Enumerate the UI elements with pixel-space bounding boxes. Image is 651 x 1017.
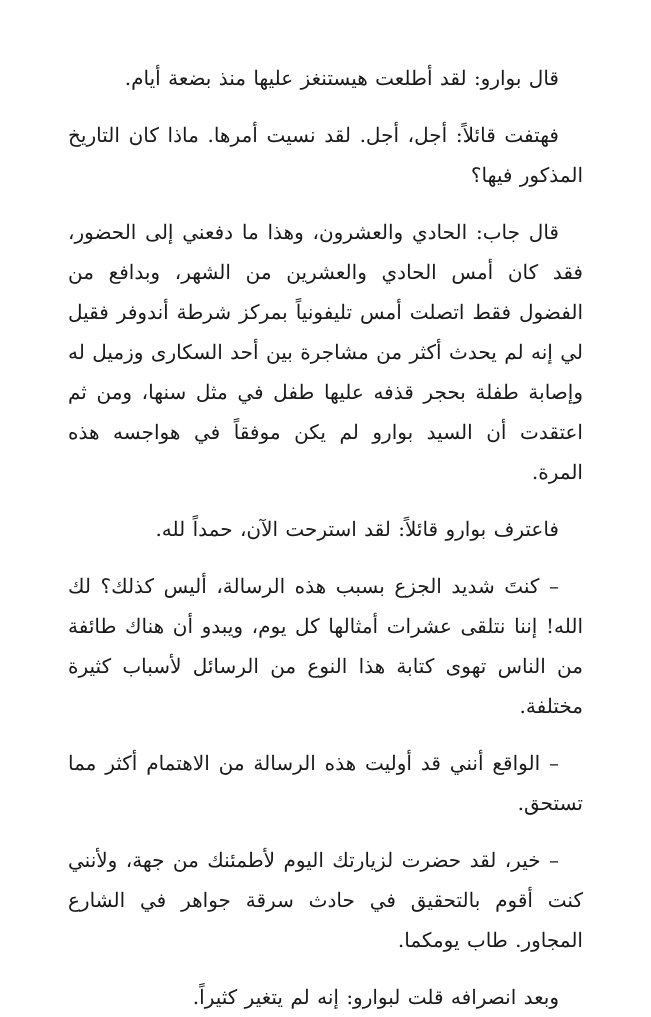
paragraph-8: وبعد انصرافه قلت لبوارو: إنه لم يتغير كثيراً. xyxy=(192,985,559,1009)
paragraph-7: – خير، لقد حضرت لزيارتك اليوم لأطمئنك من جهة، ولأنني كنت أقوم بالتحقيق في حادث سرقة جواهر في الشارع المجاور. طاب يومكما. xyxy=(68,848,583,952)
paragraph-2: فهتفت قائلاً: أجل، أجل. لقد نسيت أمرها. ماذا كان التاريخ المذكور فيها؟ xyxy=(68,123,583,187)
paragraph-4: فاعترف بوارو قائلاً: لقد استرحت الآن، حمداً لله. xyxy=(155,517,559,541)
paragraph-5: – كنتَ شديد الجزع بسبب هذه الرسالة، أليس كذلك؟ لك الله! إننا نتلقى عشرات أمثالها كل يوم، ويبدو أن هناك طائفة من الناس تهوى كتابة هذا النوع من الرسائل لأسباب كثيرة مختلفة. xyxy=(68,574,583,718)
paragraph-3: قال جاب: الحادي والعشرون، وهذا ما دفعني إلى الحضور، فقد كان أمس الحادي والعشرين من الشهر، وبدافع من الفضول فقط اتصلت أمس تليفونياً بمركز شرطة أندوفر فقيل لي إنه لم يحدث أكثر من مشاجرة بين أحد السكارى وزميل له وإصابة طفلة بحجر قذفه عليها طفل في مثل سنها، ومن ثم اعتقدت أن السيد بوارو لم يكن موفقاً في هواجسه هذه المرة. xyxy=(68,220,583,484)
paragraph-6: – الواقع أنني قد أوليت هذه الرسالة من الاهتمام أكثر مما تستحق. xyxy=(68,751,583,815)
paragraph-1: قال بوارو: لقد أطلعت هيستنغز عليها منذ بضعة أيام. xyxy=(124,66,559,90)
